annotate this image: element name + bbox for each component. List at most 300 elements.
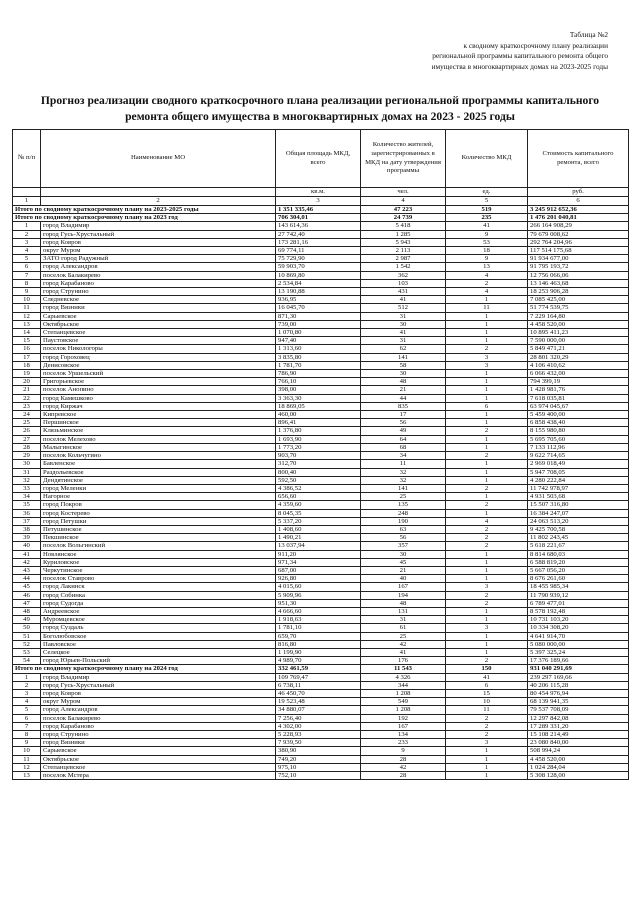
municipality-cell: город Владимир (41, 673, 276, 681)
table-row (13, 222, 629, 230)
area-cell: 1 773,20 (276, 443, 361, 451)
area-cell: 903,70 (276, 452, 361, 460)
row-number-cell: 11 (13, 755, 41, 763)
row-number-cell: 8 (13, 279, 41, 287)
buildings-count-cell: 1 (446, 460, 528, 468)
unit-cell: ед. (446, 188, 528, 197)
municipality-cell: Степанцевское (41, 329, 276, 337)
residents-cell: 40 (361, 575, 446, 583)
row-number-cell: 41 (13, 550, 41, 558)
buildings-count-cell: 41 (446, 673, 528, 681)
unit-cell: чел. (361, 188, 446, 197)
area-cell: 5 337,20 (276, 517, 361, 525)
row-number-cell: 4 (13, 247, 41, 255)
cost-cell: 292 764 204,96 (528, 238, 629, 246)
cost-cell: 18 455 985,34 (528, 583, 629, 591)
residents-cell: 44 (361, 394, 446, 402)
buildings-count-cell: 1 (446, 648, 528, 656)
table-row (13, 575, 629, 583)
row-number-cell: 26 (13, 427, 41, 435)
row-number-cell: 14 (13, 329, 41, 337)
residents-cell: 58 (361, 361, 446, 369)
table-row (13, 411, 629, 419)
residents-cell: 42 (361, 763, 446, 771)
document-title (20, 93, 620, 124)
table-row (13, 731, 629, 739)
municipality-cell: поселок Анопино (41, 386, 276, 394)
municipality-cell: Черкутинское (41, 566, 276, 574)
area-cell: 380,90 (276, 747, 361, 755)
cost-cell: 23 080 840,00 (528, 739, 629, 747)
area-cell: 975,10 (276, 763, 361, 771)
row-number-cell: 39 (13, 534, 41, 542)
row-number-cell: 9 (13, 739, 41, 747)
buildings-count-cell: 1 (446, 435, 528, 443)
buildings-count-cell: 2 (446, 722, 528, 730)
title-line: Прогноз реализации сводного краткосрочного плана реализации региональной программы капитального (40, 94, 600, 107)
cost-cell: 5 459 400,00 (528, 411, 629, 419)
area-cell: 1 781,10 (276, 624, 361, 632)
row-number-cell: 3 (13, 238, 41, 246)
area-cell: 1 408,60 (276, 525, 361, 533)
cost-cell: 1 476 201 040,81 (528, 214, 629, 222)
buildings-count-cell: 2 (446, 501, 528, 509)
table-row (13, 706, 629, 714)
residents-cell: 2 113 (361, 247, 446, 255)
buildings-count-cell: 1 (446, 337, 528, 345)
residents-cell: 64 (361, 435, 446, 443)
table-row (13, 378, 629, 386)
column-header-residents: Количество жителей, зарегистрированных в МКД на дату утверждения программы (361, 130, 446, 188)
area-cell: 871,30 (276, 312, 361, 320)
buildings-count-cell: 2 (446, 345, 528, 353)
area-cell: 7 256,40 (276, 714, 361, 722)
cost-cell: 2 969 018,49 (528, 460, 629, 468)
municipality-cell: город Киржач (41, 402, 276, 410)
residents-cell: 25 (361, 493, 446, 501)
area-cell: 4 386,52 (276, 484, 361, 492)
cost-cell: 1 024 284,04 (528, 763, 629, 771)
residents-cell: 47 223 (361, 206, 446, 214)
municipality-cell: Сарыевское (41, 312, 276, 320)
residents-cell: 31 (361, 312, 446, 320)
area-cell: 800,40 (276, 468, 361, 476)
cost-cell: 508 994,24 (528, 747, 629, 755)
row-number-cell: 1 (13, 222, 41, 230)
table-row (13, 370, 629, 378)
buildings-count-cell: 1 (446, 632, 528, 640)
row-number-cell: 27 (13, 435, 41, 443)
cost-cell: 6 789 477,01 (528, 599, 629, 607)
area-cell: 18 869,05 (276, 402, 361, 410)
cost-cell: 8 578 192,48 (528, 607, 629, 615)
cost-cell: 4 641 914,70 (528, 632, 629, 640)
buildings-count-cell: 4 (446, 517, 528, 525)
row-number-cell: 1 (13, 673, 41, 681)
table-row (13, 747, 629, 755)
residents-cell: 1 285 (361, 230, 446, 238)
forecast-table (12, 129, 629, 780)
row-number-cell: 10 (13, 296, 41, 304)
municipality-cell: город Суздаль (41, 624, 276, 632)
municipality-cell: город Ковров (41, 238, 276, 246)
row-number-cell: 12 (13, 763, 41, 771)
residents-cell: 357 (361, 542, 446, 550)
municipality-cell: Першинское (41, 419, 276, 427)
row-number-cell: 33 (13, 484, 41, 492)
row-number-cell: 38 (13, 525, 41, 533)
cost-cell: 5 667 056,20 (528, 566, 629, 574)
municipality-cell: город Вязники (41, 739, 276, 747)
row-number-cell: 37 (13, 517, 41, 525)
table-row (13, 566, 629, 574)
area-cell: 4 666,60 (276, 607, 361, 615)
municipality-cell: Петушинское (41, 525, 276, 533)
buildings-count-cell: 2 (446, 525, 528, 533)
area-cell: 1 070,80 (276, 329, 361, 337)
residents-cell: 32 (361, 468, 446, 476)
area-cell: 926,80 (276, 575, 361, 583)
unit-cell: руб. (528, 188, 629, 197)
buildings-count-cell: 4 (446, 271, 528, 279)
row-number-cell: 53 (13, 648, 41, 656)
table-row (13, 772, 629, 780)
cost-cell: 11 802 243,45 (528, 534, 629, 542)
table-row (13, 419, 629, 427)
table-row (13, 624, 629, 632)
row-number-cell: 19 (13, 370, 41, 378)
cost-cell: 13 146 463,68 (528, 279, 629, 287)
column-header-municipality: Наименование МО (41, 130, 276, 188)
area-cell: 1 693,90 (276, 435, 361, 443)
municipality-cell: Следневское (41, 296, 276, 304)
residents-cell: 68 (361, 443, 446, 451)
table-row (13, 591, 629, 599)
area-cell: 1 313,60 (276, 345, 361, 353)
residents-cell: 42 (361, 640, 446, 648)
municipality-cell: город Костерево (41, 509, 276, 517)
table-body (13, 206, 629, 780)
residents-cell: 190 (361, 517, 446, 525)
row-number-cell: 8 (13, 731, 41, 739)
residents-cell: 176 (361, 657, 446, 665)
municipality-cell: Новлянское (41, 550, 276, 558)
row-number-cell: 46 (13, 591, 41, 599)
municipality-cell: поселок Вольгинский (41, 542, 276, 550)
table-row (13, 476, 629, 484)
residents-cell: 135 (361, 501, 446, 509)
residents-cell: 167 (361, 722, 446, 730)
municipality-cell: город Юрьев-Польский (41, 657, 276, 665)
residents-cell: 11 543 (361, 665, 446, 673)
cost-cell: 91 795 193,72 (528, 263, 629, 271)
area-cell: 7 939,50 (276, 739, 361, 747)
table-row (13, 484, 629, 492)
municipality-cell: город Владимир (41, 222, 276, 230)
buildings-count-cell: 6 (446, 681, 528, 689)
area-cell: 109 769,47 (276, 673, 361, 681)
municipality-cell: поселок Балакирево (41, 271, 276, 279)
table-row (13, 714, 629, 722)
cost-cell: 4 458 520,00 (528, 320, 629, 328)
residents-cell: 31 (361, 337, 446, 345)
table-row (13, 468, 629, 476)
residents-cell: 28 (361, 755, 446, 763)
cost-cell: 11 790 939,12 (528, 591, 629, 599)
unit-cell (41, 188, 276, 197)
residents-cell: 41 (361, 296, 446, 304)
cost-cell: 4 458 520,00 (528, 755, 629, 763)
table-row (13, 698, 629, 706)
municipality-cell: поселок Мелехово (41, 435, 276, 443)
row-number-cell: 34 (13, 493, 41, 501)
buildings-count-cell: 13 (446, 263, 528, 271)
row-number-cell: 49 (13, 616, 41, 624)
residents-cell: 30 (361, 370, 446, 378)
buildings-count-cell: 2 (446, 714, 528, 722)
municipality-cell: Павловское (41, 640, 276, 648)
cost-cell: 3 245 912 652,36 (528, 206, 629, 214)
municipality-cell: Дендятинское (41, 476, 276, 484)
area-cell: 936,95 (276, 296, 361, 304)
buildings-count-cell: 9 (446, 255, 528, 263)
row-number-cell: 18 (13, 361, 41, 369)
column-number-cell: 4 (361, 197, 446, 206)
municipality-cell: Муромцевское (41, 616, 276, 624)
cost-cell: 63 974 045,67 (528, 402, 629, 410)
table-row (13, 435, 629, 443)
row-number-cell: 6 (13, 714, 41, 722)
column-number-cell: 6 (528, 197, 629, 206)
municipality-cell: Куриловское (41, 558, 276, 566)
table-row (13, 288, 629, 296)
municipality-cell: Селецкое (41, 648, 276, 656)
table-row (13, 550, 629, 558)
buildings-count-cell: 150 (446, 665, 528, 673)
row-number-cell: 15 (13, 337, 41, 345)
cost-cell: 5 308 128,00 (528, 772, 629, 780)
column-number-cell: 1 (13, 197, 41, 206)
buildings-count-cell: 10 (446, 698, 528, 706)
column-header-area: Общая площадь МКД, всего (276, 130, 361, 188)
cost-cell: 10 334 308,20 (528, 624, 629, 632)
row-number-cell: 13 (13, 320, 41, 328)
municipality-cell: Октябрьское (41, 320, 276, 328)
municipality-cell: Раздольевское (41, 468, 276, 476)
residents-cell: 31 (361, 616, 446, 624)
residents-cell: 11 (361, 460, 446, 468)
buildings-count-cell: 1 (446, 755, 528, 763)
table-row (13, 452, 629, 460)
residents-cell: 24 739 (361, 214, 446, 222)
municipality-cell: город Александров (41, 706, 276, 714)
cost-cell: 12 756 066,06 (528, 271, 629, 279)
area-cell: 75 729,90 (276, 255, 361, 263)
residents-cell: 2 987 (361, 255, 446, 263)
buildings-count-cell: 1 (446, 566, 528, 574)
area-cell: 766,10 (276, 378, 361, 386)
buildings-count-cell: 2 (446, 731, 528, 739)
cost-cell: 7 618 035,81 (528, 394, 629, 402)
row-number-cell: 3 (13, 689, 41, 697)
cost-cell: 6 858 438,40 (528, 419, 629, 427)
cost-cell: 12 297 842,08 (528, 714, 629, 722)
buildings-count-cell: 1 (446, 468, 528, 476)
cost-cell: 7 590 000,00 (528, 337, 629, 345)
table-row (13, 353, 629, 361)
table-row (13, 525, 629, 533)
buildings-count-cell: 53 (446, 238, 528, 246)
buildings-count-cell: 1 (446, 378, 528, 386)
row-number-cell: 54 (13, 657, 41, 665)
area-cell: 4 359,60 (276, 501, 361, 509)
cost-cell: 5 618 221,67 (528, 542, 629, 550)
cost-cell: 9 622 714,65 (528, 452, 629, 460)
municipality-cell: ЗАТО город Радужный (41, 255, 276, 263)
table-row (13, 657, 629, 665)
area-cell: 749,20 (276, 755, 361, 763)
unit-cell: кв.м. (276, 188, 361, 197)
row-number-cell: 28 (13, 443, 41, 451)
area-cell: 46 450,70 (276, 689, 361, 697)
column-number-cell: 3 (276, 197, 361, 206)
cost-cell: 51 774 539,75 (528, 304, 629, 312)
table-row (13, 616, 629, 624)
table-row (13, 402, 629, 410)
municipality-cell: город Александров (41, 263, 276, 271)
table-row (13, 755, 629, 763)
area-cell: 971,34 (276, 558, 361, 566)
municipality-cell: поселок Балакирево (41, 714, 276, 722)
buildings-count-cell: 4 (446, 288, 528, 296)
column-header-buildings: Количество МКД (446, 130, 528, 188)
residents-cell: 56 (361, 534, 446, 542)
buildings-count-cell: 1 (446, 575, 528, 583)
area-cell: 706 304,01 (276, 214, 361, 222)
table-row (13, 443, 629, 451)
caption-line: к сводному краткосрочному плану реализации (463, 40, 608, 50)
table-row (13, 517, 629, 525)
buildings-count-cell: 18 (446, 247, 528, 255)
residents-cell: 141 (361, 484, 446, 492)
row-number-cell: 12 (13, 312, 41, 320)
municipality-cell: Денисовское (41, 361, 276, 369)
table-row (13, 722, 629, 730)
residents-cell: 103 (361, 279, 446, 287)
row-number-cell: 23 (13, 402, 41, 410)
cost-cell: 4 106 410,62 (528, 361, 629, 369)
residents-cell: 1 208 (361, 706, 446, 714)
municipality-cell: Малыгинское (41, 443, 276, 451)
residents-cell: 49 (361, 427, 446, 435)
residents-cell: 48 (361, 378, 446, 386)
municipality-cell: город Судогда (41, 599, 276, 607)
area-cell: 659,70 (276, 632, 361, 640)
area-cell: 816,80 (276, 640, 361, 648)
unit-cell (13, 188, 41, 197)
cost-cell: 68 139 941,35 (528, 698, 629, 706)
table-row (13, 361, 629, 369)
municipality-cell: город Ковров (41, 689, 276, 697)
residents-cell: 141 (361, 353, 446, 361)
residents-cell: 62 (361, 345, 446, 353)
cost-cell: 17 376 189,66 (528, 657, 629, 665)
cost-cell: 6 588 819,20 (528, 558, 629, 566)
total-row (13, 214, 629, 222)
table-row (13, 632, 629, 640)
table-row (13, 296, 629, 304)
cost-cell: 24 063 513,20 (528, 517, 629, 525)
row-number-cell: 43 (13, 566, 41, 574)
buildings-count-cell: 3 (446, 353, 528, 361)
cost-cell: 28 801 320,29 (528, 353, 629, 361)
row-number-cell: 25 (13, 419, 41, 427)
caption-line: имущества в многоквартирных домах на 2023-2025 годы (431, 61, 608, 71)
cost-cell: 5 080 000,00 (528, 640, 629, 648)
municipality-cell: Октябрьское (41, 755, 276, 763)
municipality-cell: Кипревское (41, 411, 276, 419)
buildings-count-cell: 3 (446, 583, 528, 591)
area-cell: 911,20 (276, 550, 361, 558)
residents-cell: 549 (361, 698, 446, 706)
cost-cell: 9 425 700,58 (528, 525, 629, 533)
buildings-count-cell: 2 (446, 657, 528, 665)
area-cell: 27 742,40 (276, 230, 361, 238)
cost-cell: 79 537 708,09 (528, 706, 629, 714)
buildings-count-cell: 9 (446, 230, 528, 238)
area-cell: 6 738,11 (276, 681, 361, 689)
table-row (13, 320, 629, 328)
area-cell: 4 302,00 (276, 722, 361, 730)
area-cell: 143 614,36 (276, 222, 361, 230)
area-cell: 1 199,90 (276, 648, 361, 656)
municipality-cell: город Карабаново (41, 722, 276, 730)
table-row (13, 673, 629, 681)
table-row (13, 607, 629, 615)
table-row (13, 648, 629, 656)
municipality-cell: поселок Уршельский (41, 370, 276, 378)
cost-cell: 7 085 425,00 (528, 296, 629, 304)
area-cell: 592,50 (276, 476, 361, 484)
row-number-cell: 24 (13, 411, 41, 419)
area-cell: 59 903,70 (276, 263, 361, 271)
area-cell: 687,00 (276, 566, 361, 574)
table-row (13, 271, 629, 279)
municipality-cell: Андреевское (41, 607, 276, 615)
residents-cell: 25 (361, 632, 446, 640)
residents-cell: 835 (361, 402, 446, 410)
municipality-cell: округ Муром (41, 698, 276, 706)
area-cell: 656,60 (276, 493, 361, 501)
area-cell: 951,30 (276, 599, 361, 607)
buildings-count-cell: 1 (446, 476, 528, 484)
area-cell: 1 918,63 (276, 616, 361, 624)
buildings-count-cell: 1 (446, 616, 528, 624)
row-number-cell: 52 (13, 640, 41, 648)
residents-cell: 61 (361, 624, 446, 632)
area-cell: 4 989,70 (276, 657, 361, 665)
cost-cell: 5 695 705,60 (528, 435, 629, 443)
row-number-cell: 40 (13, 542, 41, 550)
row-number-cell: 10 (13, 747, 41, 755)
residents-cell: 41 (361, 329, 446, 337)
residents-cell: 1 208 (361, 689, 446, 697)
municipality-cell: город Струнино (41, 731, 276, 739)
area-cell: 1 781,70 (276, 361, 361, 369)
residents-cell: 5 418 (361, 222, 446, 230)
table-row (13, 304, 629, 312)
cost-cell: 18 253 906,28 (528, 288, 629, 296)
